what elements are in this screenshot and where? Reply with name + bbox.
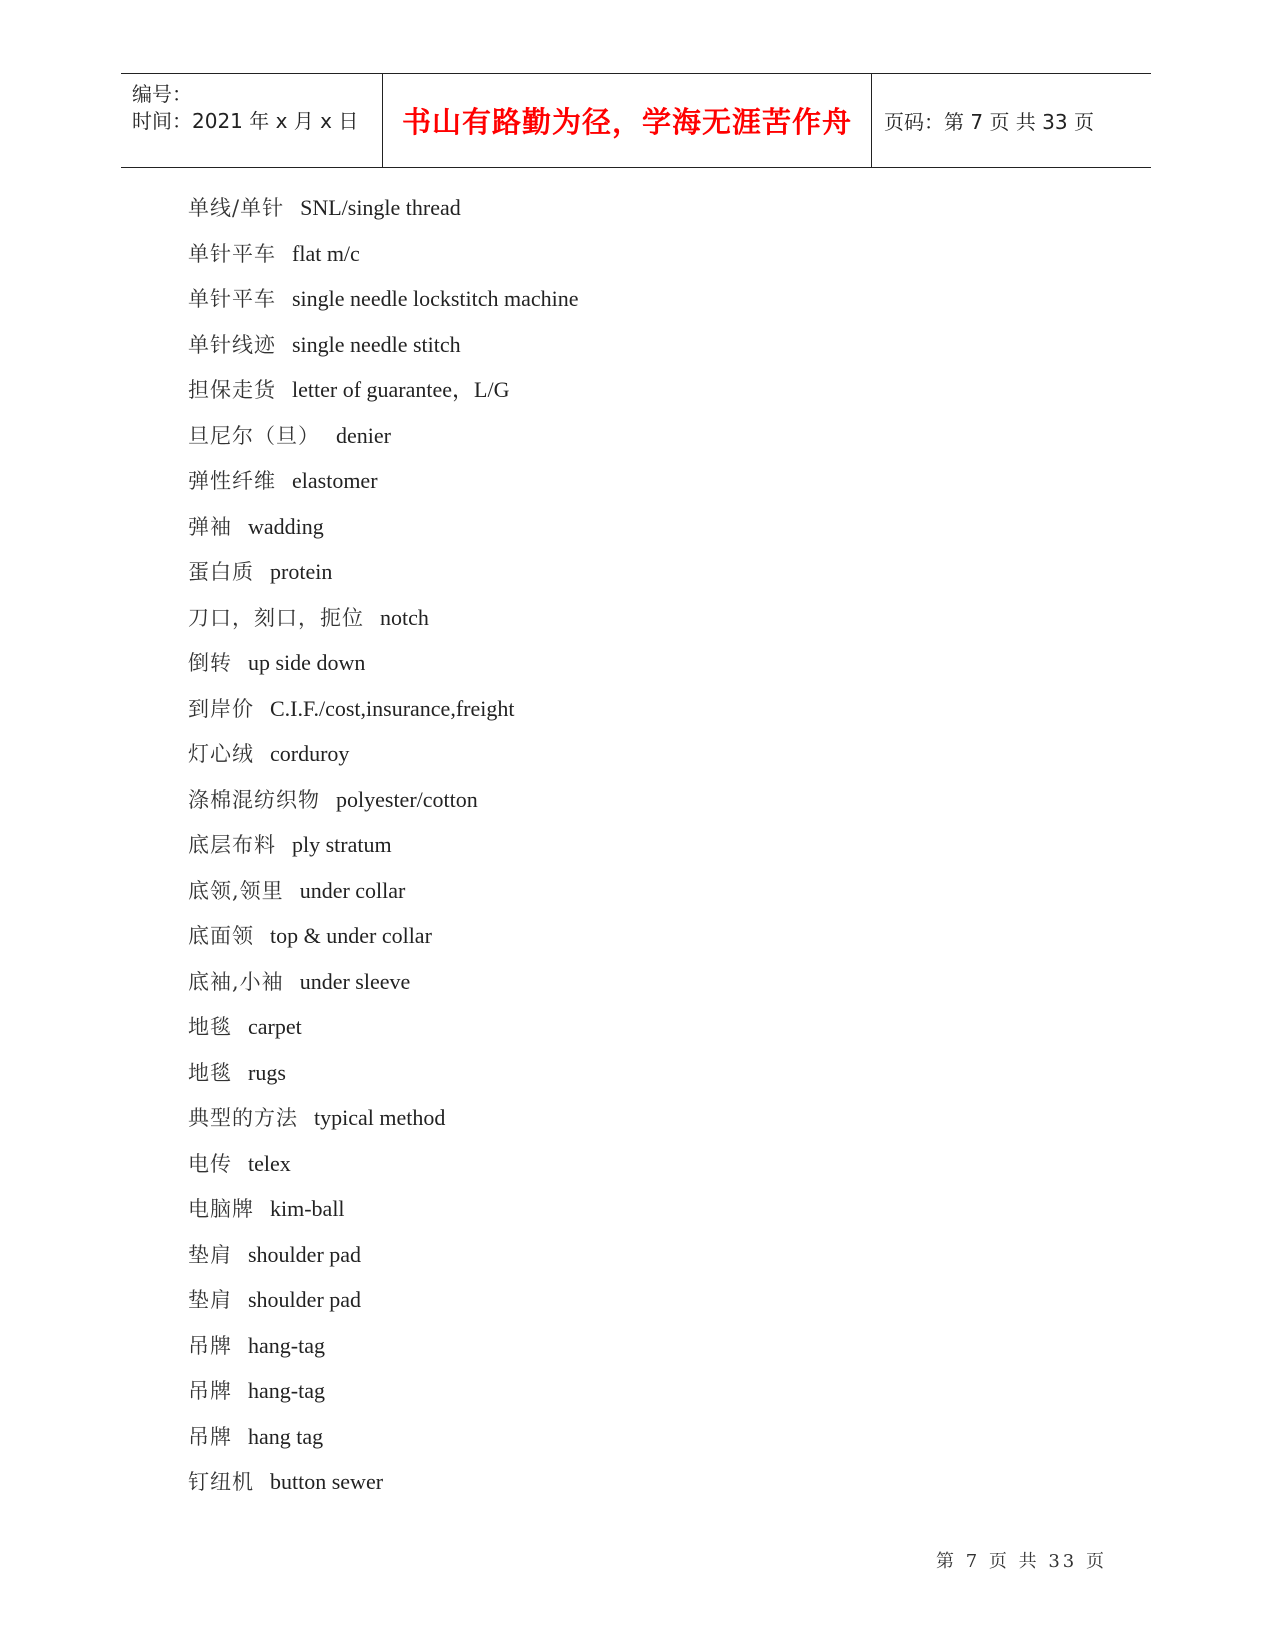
entry-english-term: kim-ball bbox=[270, 1196, 345, 1221]
glossary-entry bbox=[188, 281, 579, 327]
entry-chinese-term: 电传 bbox=[188, 1151, 232, 1176]
entry-english-term: wadding bbox=[248, 513, 324, 539]
entry-english-term: polyester/cotton bbox=[336, 786, 478, 812]
entry-chinese-term: 吊牌 bbox=[188, 1333, 232, 1358]
entry-chinese-term: 倒转 bbox=[188, 651, 232, 675]
entry-english-term: shoulder pad bbox=[248, 1241, 362, 1267]
entry-english-term: notch bbox=[380, 604, 429, 630]
document-header bbox=[121, 73, 1151, 168]
entry-chinese-term: 旦尼尔（旦） bbox=[188, 423, 320, 448]
header-meta bbox=[121, 74, 381, 167]
header-page-cell bbox=[872, 74, 1151, 167]
entry-english-term: letter of guarantee，L/G bbox=[292, 377, 510, 402]
motto-text: 书山有路勤为径，学海无涯苦作舟 bbox=[401, 105, 852, 139]
entry-chinese-term: 到岸价 bbox=[188, 696, 254, 721]
header-motto-cell bbox=[382, 74, 872, 167]
entry-chinese-term: 垫肩 bbox=[188, 1288, 232, 1312]
entry-chinese-term: 刀口，刻口，扼位 bbox=[188, 605, 364, 630]
entry-chinese-term: 钉纽机 bbox=[188, 1470, 254, 1494]
entry-chinese-term: 单针平车 bbox=[188, 287, 276, 311]
glossary-entry bbox=[188, 645, 579, 691]
entry-chinese-term: 吊牌 bbox=[188, 1424, 232, 1449]
glossary-entry bbox=[188, 1055, 579, 1101]
entry-english-term: rugs bbox=[248, 1059, 286, 1085]
entry-english-term: flat m/c bbox=[292, 240, 360, 266]
glossary-entry bbox=[188, 418, 579, 464]
entry-english-term: telex bbox=[248, 1150, 291, 1176]
entry-english-term: hang tag bbox=[248, 1423, 324, 1449]
entry-chinese-term: 垫肩 bbox=[188, 1242, 232, 1267]
glossary-entry bbox=[188, 1328, 579, 1374]
entry-chinese-term: 地毯 bbox=[188, 1015, 232, 1039]
glossary-entry bbox=[188, 1464, 579, 1510]
glossary-entry bbox=[188, 1191, 579, 1237]
glossary-entry bbox=[188, 1009, 579, 1055]
entry-chinese-term: 典型的方法 bbox=[188, 1106, 298, 1130]
entry-chinese-term: 弹袖 bbox=[188, 514, 232, 539]
glossary-entry bbox=[188, 554, 579, 600]
glossary-entry bbox=[188, 190, 579, 236]
entry-chinese-term: 单针平车 bbox=[188, 241, 276, 266]
entry-english-term: typical method bbox=[314, 1105, 446, 1130]
entry-english-term: denier bbox=[336, 422, 391, 448]
glossary-entry bbox=[188, 827, 579, 873]
glossary-entry bbox=[188, 1100, 579, 1146]
entry-chinese-term: 底面领 bbox=[188, 924, 254, 948]
entry-chinese-term: 担保走货 bbox=[188, 378, 276, 402]
entry-english-term: up side down bbox=[248, 650, 366, 675]
glossary-entry bbox=[188, 1373, 579, 1419]
entry-english-term: single needle stitch bbox=[292, 331, 461, 357]
glossary-entry bbox=[188, 1419, 579, 1465]
entry-chinese-term: 单线/单针 bbox=[188, 196, 285, 220]
entry-english-term: protein bbox=[270, 559, 333, 584]
entry-chinese-term: 涤棉混纺织物 bbox=[188, 787, 320, 812]
glossary-entry bbox=[188, 964, 579, 1010]
entry-chinese-term: 蛋白质 bbox=[188, 560, 254, 584]
glossary-entry bbox=[188, 782, 579, 828]
glossary-list bbox=[188, 190, 579, 1510]
entry-chinese-term: 底袖,小袖 bbox=[188, 969, 284, 994]
entry-english-term: button sewer bbox=[270, 1469, 384, 1494]
number-label: 编号： bbox=[132, 82, 192, 106]
glossary-entry bbox=[188, 1282, 579, 1328]
entry-english-term: elastomer bbox=[292, 468, 378, 493]
glossary-entry bbox=[188, 327, 579, 373]
entry-english-term: hang-tag bbox=[248, 1378, 325, 1403]
page-code: 页码：第 7 页 共 33 页 bbox=[884, 110, 1094, 134]
glossary-entry bbox=[188, 372, 579, 418]
entry-chinese-term: 单针线迹 bbox=[188, 332, 276, 357]
glossary-entry bbox=[188, 1237, 579, 1283]
entry-chinese-term: 电脑牌 bbox=[188, 1197, 254, 1221]
entry-english-term: ply stratum bbox=[292, 832, 392, 857]
entry-chinese-term: 底领,领里 bbox=[188, 878, 284, 903]
entry-english-term: C.I.F./cost,insurance,freight bbox=[270, 695, 515, 721]
glossary-entry bbox=[188, 736, 579, 782]
page-footer: 第 7 页 共 33 页 bbox=[936, 1551, 1107, 1572]
entry-english-term: single needle lockstitch machine bbox=[292, 286, 579, 311]
entry-english-term: SNL/single thread bbox=[300, 195, 461, 220]
entry-english-term: shoulder pad bbox=[248, 1287, 362, 1312]
entry-english-term: under sleeve bbox=[299, 968, 411, 994]
entry-chinese-term: 吊牌 bbox=[188, 1379, 232, 1403]
entry-english-term: top & under collar bbox=[270, 923, 432, 948]
glossary-entry bbox=[188, 600, 579, 646]
glossary-entry bbox=[188, 1146, 579, 1192]
entry-chinese-term: 灯心绒 bbox=[188, 742, 254, 766]
glossary-entry bbox=[188, 918, 579, 964]
entry-english-term: corduroy bbox=[270, 741, 350, 766]
entry-english-term: under collar bbox=[299, 877, 406, 903]
time-label: 时间：2021 年 x 月 x 日 bbox=[132, 109, 359, 133]
entry-english-term: hang-tag bbox=[248, 1332, 325, 1358]
glossary-entry bbox=[188, 463, 579, 509]
entry-chinese-term: 底层布料 bbox=[188, 833, 276, 857]
glossary-entry bbox=[188, 236, 579, 282]
entry-chinese-term: 地毯 bbox=[188, 1060, 232, 1085]
glossary-entry bbox=[188, 873, 579, 919]
glossary-entry bbox=[188, 509, 579, 555]
entry-chinese-term: 弹性纤维 bbox=[188, 469, 276, 493]
entry-english-term: carpet bbox=[248, 1014, 302, 1039]
glossary-entry bbox=[188, 691, 579, 737]
